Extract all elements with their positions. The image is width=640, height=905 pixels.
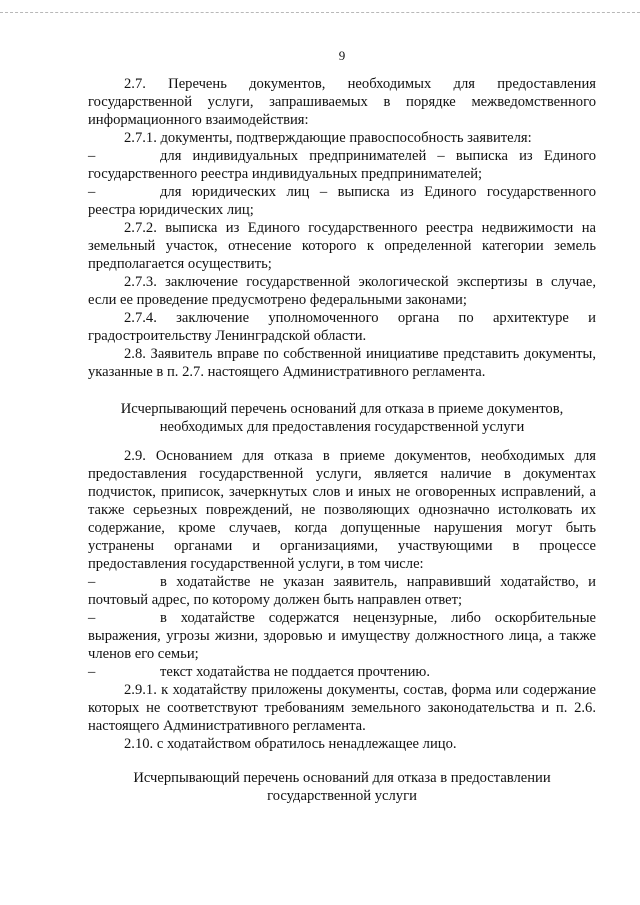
paragraph-2-7-4: 2.7.4. заключение уполномоченного органа по архитектуре и градостроительству Ленинградской области.: [88, 310, 596, 344]
dash-marker: –: [88, 610, 96, 626]
heading-line: Исчерпывающий перечень оснований для отказа в предоставлении: [133, 770, 551, 786]
list-item-entrepreneurs: [88, 147, 596, 183]
paragraph-2-9: 2.9. Основанием для отказа в приеме документов, необходимых для предоставления государственной услуги, является наличие в документах подчисток, приписок, зачеркнутых слов и иных не оговоренных исправлений, а также серьезных повреждений, не позволяющих однозначно истолковать их содержание, кроме случаев, когда допущенные нарушения могут быть устранены органами и организациями, участвующими в процессе предоставления государственной услуги, в том числе:: [88, 448, 596, 572]
paragraph-2-7-1: 2.7.1. документы, подтверждающие правоспособность заявителя:: [124, 130, 532, 146]
list-item-legal-entities: [88, 183, 596, 219]
section-refusal-acceptance: [88, 447, 596, 753]
paragraph-2-7: 2.7. Перечень документов, необходимых для предоставления государственной услуги, запрашиваемых в порядке межведомственного информационного взаимодействия:: [88, 76, 596, 128]
list-item-text: в ходатайстве не указан заявитель, направивший ходатайство, и почтовый адрес, по которому должен быть направлен ответ;: [88, 574, 596, 608]
list-item-text: текст ходатайства не поддается прочтению.: [160, 664, 430, 680]
paragraph-2-10: 2.10. с ходатайством обратилось ненадлежащее лицо.: [124, 736, 457, 752]
section-heading-refusal-service: [88, 769, 596, 805]
dash-marker: –: [88, 574, 96, 590]
list-item-text: для индивидуальных предпринимателей – выписка из Единого государственного реестра индивидуальных предпринимателей;: [88, 148, 596, 182]
list-item-unreadable: [88, 663, 596, 681]
section-heading-refusal-acceptance: [88, 400, 596, 436]
dash-marker: –: [88, 148, 96, 164]
page-number: 9: [338, 48, 346, 63]
list-item-no-applicant: [88, 573, 596, 609]
list-item-text: в ходатайстве содержатся нецензурные, либо оскорбительные выражения, угрозы жизни, здоровью и имуществу должностного лица, а также членов его семьи;: [88, 610, 596, 662]
dash-marker: –: [88, 184, 96, 200]
section-documents-interagency: [88, 75, 596, 381]
paragraph-2-8: 2.8. Заявитель вправе по собственной инициативе представить документы, указанные в п. 2.7. настоящего Административного регламента.: [88, 346, 596, 380]
list-item-text: для юридических лиц – выписка из Единого государственного реестра юридических лиц;: [88, 184, 596, 218]
heading-line: необходимых для предоставления государственной услуги: [159, 419, 525, 435]
paragraph-2-9-1: 2.9.1. к ходатайству приложены документы, состав, форма или содержание которых не соответствуют требованиям земельного законодательства и п. 2.6. настоящего Административного регламента.: [88, 682, 596, 734]
heading-line: Исчерпывающий перечень оснований для отказа в приеме документов,: [120, 401, 564, 417]
paragraph-2-7-2: 2.7.2. выписка из Единого государственного реестра недвижимости на земельный участок, отнесение которого к определенной категории земель предполагается осуществить;: [88, 220, 596, 272]
paragraph-2-7-3: 2.7.3. заключение государственной экологической экспертизы в случае, если ее проведение предусмотрено федеральными законами;: [88, 274, 596, 308]
page-top-edge: [0, 12, 640, 13]
list-item-offensive-language: [88, 609, 596, 663]
dash-marker: –: [88, 664, 96, 680]
heading-line: государственной услуги: [267, 788, 417, 804]
